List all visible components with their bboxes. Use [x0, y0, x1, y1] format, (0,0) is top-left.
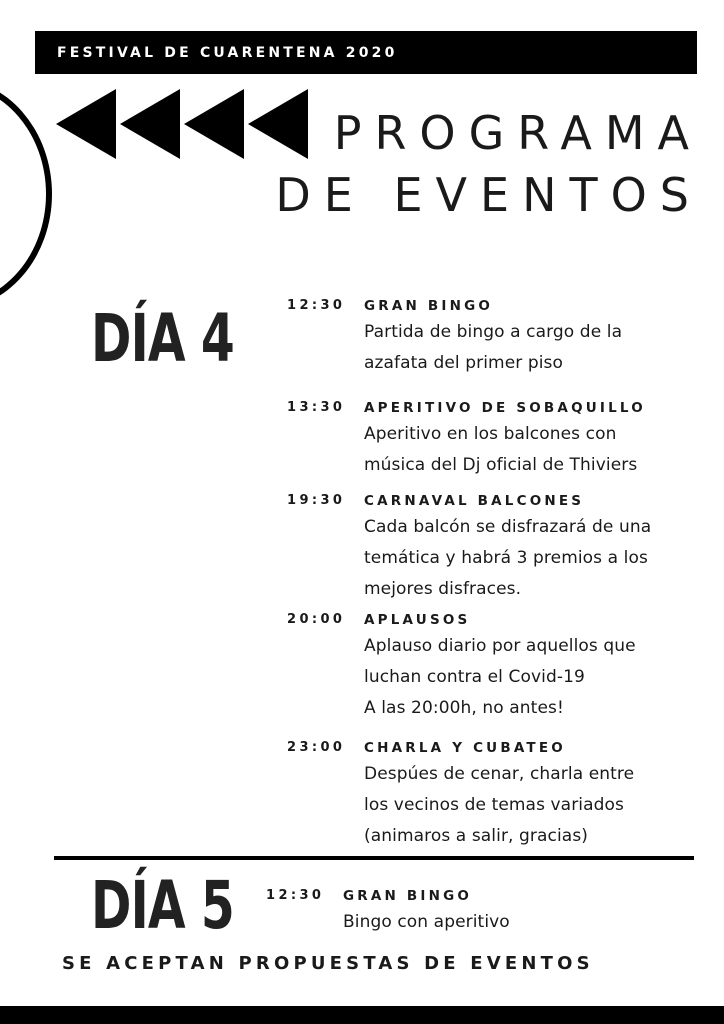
event-time: 23:00 [287, 740, 346, 755]
decorative-circle [0, 78, 52, 310]
day-4-heading: DÍA 4 [91, 300, 234, 377]
event-name: GRAN BINGO [364, 298, 494, 314]
top-banner [35, 31, 697, 74]
event-name: CHARLA Y CUBATEO [364, 740, 566, 756]
event-description: Despúes de cenar, charla entre los vecinos de temas variados (animaros a salir, gracias) [364, 764, 635, 846]
page-title [275, 102, 702, 226]
event-name: APERITIVO DE SOBAQUILLO [364, 400, 646, 416]
section-divider [54, 856, 694, 860]
title-line-2: DE EVENTOS [275, 168, 702, 222]
bottom-bar [0, 1006, 724, 1024]
event-time: 19:30 [287, 493, 346, 508]
event-description: Aperitivo en los balcones con música del Dj oficial de Thiviers [364, 424, 638, 475]
event-time: 12:30 [287, 298, 346, 313]
event-name: CARNAVAL BALCONES [364, 493, 585, 509]
title-line-1: PROGRAMA [333, 106, 702, 160]
event-time: 20:00 [287, 612, 346, 627]
day-5-heading: DÍA 5 [91, 867, 234, 944]
event-name: APLAUSOS [364, 612, 471, 628]
decorative-triangles [56, 89, 310, 159]
event-description: Aplauso diario por aquellos que luchan contra el Covid-19 A las 20:00h, no antes! [364, 636, 636, 718]
event-description: Bingo con aperitivo [343, 912, 510, 932]
event-time: 12:30 [266, 888, 325, 903]
event-description: Cada balcón se disfrazará de una temática y habrá 3 premios a los mejores disfraces. [364, 517, 652, 599]
event-description: Partida de bingo a cargo de la azafata del primer piso [364, 322, 623, 373]
triangle-icon [120, 89, 180, 159]
festival-name: FESTIVAL DE CUARENTENA 2020 [57, 44, 398, 61]
proposals-note: SE ACEPTAN PROPUESTAS DE EVENTOS [62, 953, 594, 974]
event-time: 13:30 [287, 400, 346, 415]
triangle-icon [184, 89, 244, 159]
event-name: GRAN BINGO [343, 888, 473, 904]
triangle-icon [56, 89, 116, 159]
